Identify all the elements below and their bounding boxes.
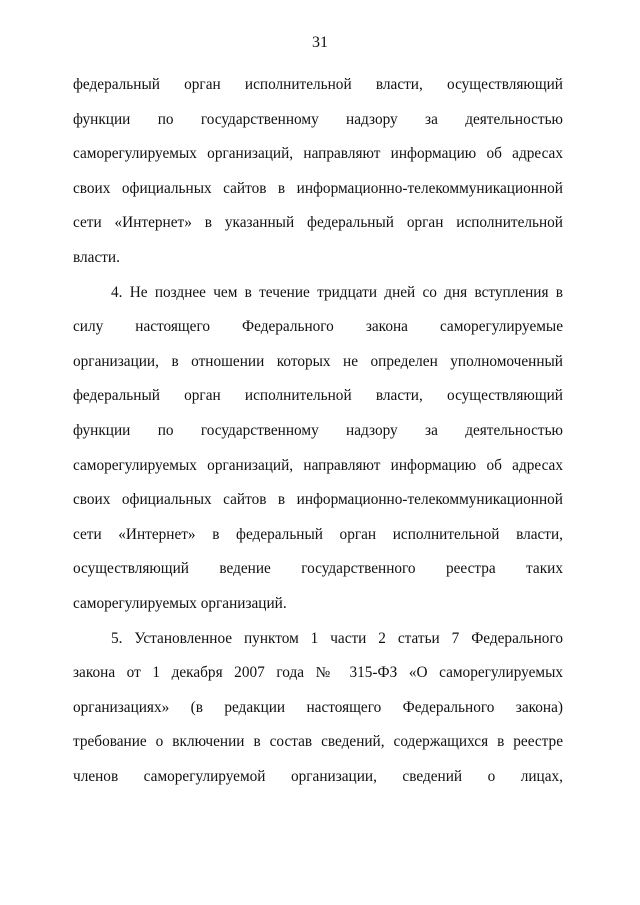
text-line: федеральный орган исполнительной власти, осуществляющий [73, 387, 563, 405]
text-line: функции по государственному надзору за деятельностью [73, 421, 563, 439]
paragraph-item-4 [73, 276, 563, 622]
text-line: власти. [73, 248, 120, 266]
text-line: 4. Не позднее чем в течение тридцати дней со дня вступления в [111, 283, 563, 301]
page-number: 31 [312, 34, 328, 51]
text-line: саморегулируемых организаций. [73, 594, 287, 612]
text-line: функции по государственному надзору за деятельностью [73, 110, 563, 128]
text-line: саморегулируемых организаций, направляют информацию об адресах [73, 456, 563, 474]
text-line: своих официальных сайтов в информационно-телекоммуникационной [73, 179, 563, 197]
text-line: 5. Установленное пунктом 1 части 2 статьи 7 Федерального [111, 629, 563, 647]
text-line: силу настоящего Федерального закона саморегулируемые [73, 318, 563, 336]
text-line: федеральный орган исполнительной власти, осуществляющий [73, 76, 563, 93]
text-line: организациях» (в редакции настоящего Федерального закона) [73, 698, 563, 716]
paragraph-item-5 [73, 622, 563, 795]
text-line: требование о включении в состав сведений, содержащихся в реестре [73, 733, 563, 751]
text-line: своих официальных сайтов в информационно-телекоммуникационной [73, 491, 563, 509]
text-line: сети «Интернет» в указанный федеральный орган исполнительной [73, 214, 563, 232]
document-body [73, 68, 563, 794]
text-line: осуществляющий ведение государственного реестра таких [73, 560, 563, 578]
text-line: организации, в отношении которых не определен уполномоченный [73, 352, 563, 370]
text-line: членов саморегулируемой организации, сведений о лицах, [73, 767, 563, 785]
text-line: сети «Интернет» в федеральный орган исполнительной власти, [73, 525, 563, 543]
paragraph-continuation [73, 68, 563, 276]
text-line: саморегулируемых организаций, направляют информацию об адресах [73, 145, 563, 163]
text-line: закона от 1 декабря 2007 года № 315-ФЗ «О саморегулируемых [73, 664, 563, 682]
